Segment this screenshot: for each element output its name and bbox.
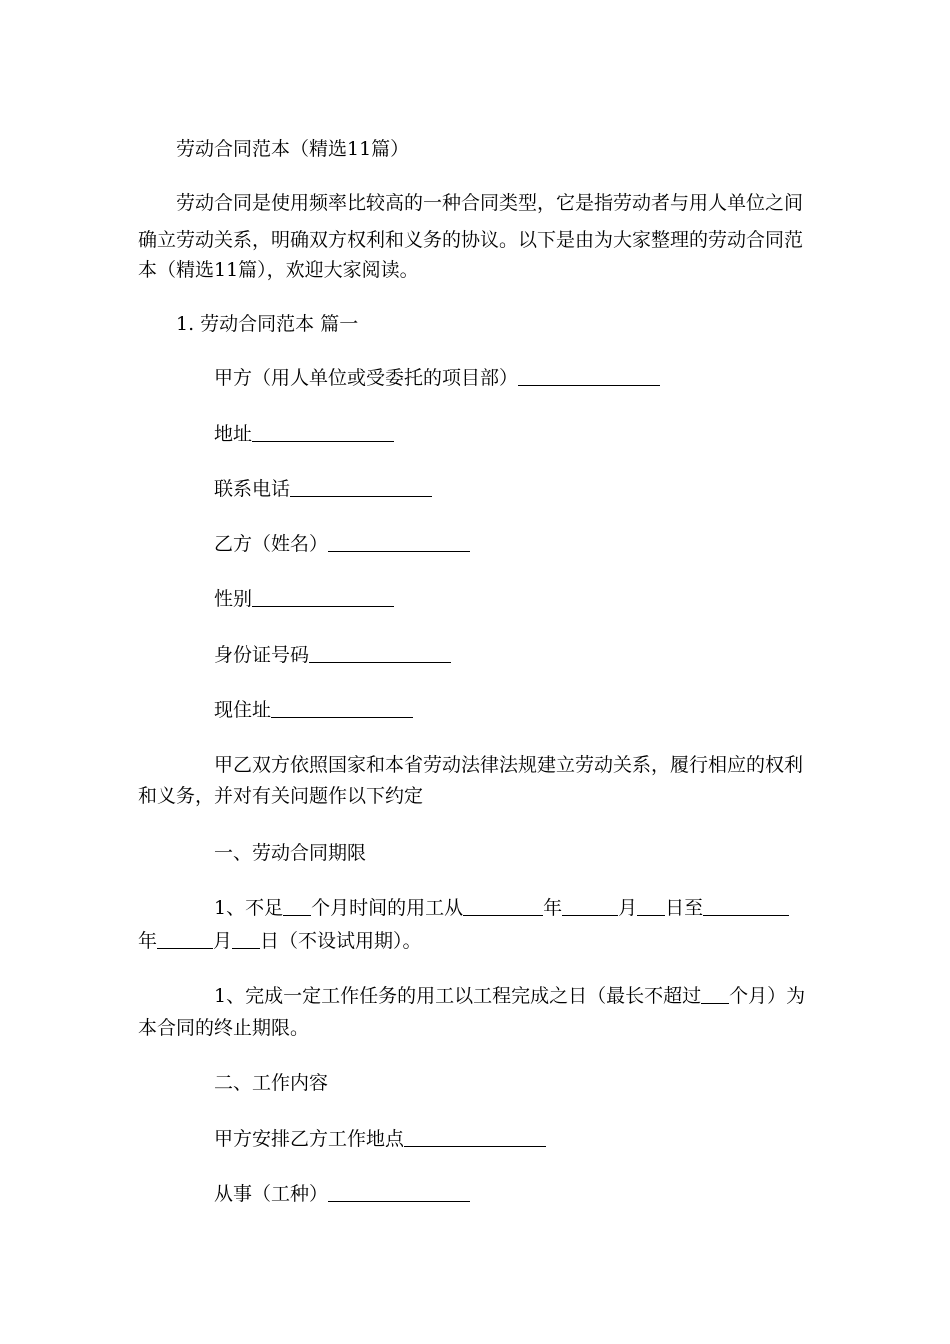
clause1-blank-months [283, 914, 311, 916]
field-current-address [214, 701, 413, 720]
field-party-b-label: 乙方（姓名） [214, 533, 329, 555]
field-party-a [214, 369, 660, 388]
intro-line-1: 劳动合同是使用频率比较高的一种合同类型，它是指劳动者与用人单位之间 [176, 192, 804, 214]
clause1-text-end-month: 月 [213, 930, 233, 952]
clause1-blank-end-month [157, 947, 213, 949]
clause1-text-end-year: 年 [138, 930, 158, 952]
field-gender-label: 性别 [214, 588, 253, 610]
field-party-b-blank [328, 550, 470, 552]
clause2-text-a: 1、完成一定工作任务的用工以工程完成之日（最长不超过 [214, 985, 702, 1007]
field-phone-label: 联系电话 [214, 478, 291, 500]
clause1-text-a: 1、不足 [214, 897, 284, 919]
field-gender-blank [252, 605, 394, 607]
clause1-line-2 [138, 932, 422, 951]
clause1-blank-end-day [232, 947, 260, 949]
field-workplace-label: 甲方安排乙方工作地点 [214, 1128, 405, 1150]
intro-line-2: 确立劳动关系，明确双方权利和义务的协议。以下是由为大家整理的劳动合同范 [138, 229, 804, 251]
field-address-blank [252, 440, 394, 442]
field-party-b [214, 535, 470, 554]
field-job-type-label: 从事（工种） [214, 1183, 329, 1205]
clause1-blank-start-year [463, 914, 543, 916]
section2-heading: 二、工作内容 [214, 1072, 329, 1094]
field-phone [214, 480, 432, 499]
field-id-number-label: 身份证号码 [214, 644, 310, 666]
clause1-blank-start-month [562, 914, 618, 916]
clause2-text-b: 个月）为 [729, 985, 806, 1007]
clause2-blank-months [701, 1002, 729, 1004]
clause1-text-end-day: 日（不设试用期）。 [260, 930, 422, 952]
field-current-address-blank [271, 716, 413, 718]
clause1-blank-end-year [703, 914, 789, 916]
clause1-text-day-to: 日至 [665, 897, 704, 919]
field-workplace-blank [404, 1145, 546, 1147]
clause2-line-1 [214, 987, 805, 1006]
field-party-a-label: 甲方（用人单位或受委托的项目部） [214, 367, 519, 389]
clause1-blank-start-day [637, 914, 665, 916]
field-phone-blank [290, 495, 432, 497]
field-job-type-blank [328, 1200, 470, 1202]
field-job-type [214, 1185, 470, 1204]
section1-heading: 一、劳动合同期限 [214, 842, 367, 864]
field-current-address-label: 现住址 [214, 699, 272, 721]
clause1-text-year: 年 [543, 897, 563, 919]
field-address-label: 地址 [214, 423, 253, 445]
field-id-number [214, 646, 451, 665]
clause1-line-1 [214, 899, 789, 918]
clause1-text-month: 月 [618, 897, 638, 919]
field-party-a-blank [518, 384, 660, 386]
intro-line-3: 本（精选11篇），欢迎大家阅读。 [138, 259, 419, 281]
agreement-line-2: 和义务，并对有关问题作以下约定 [138, 785, 424, 807]
field-id-number-blank [309, 661, 451, 663]
agreement-line-1: 甲乙双方依照国家和本省劳动法律法规建立劳动关系，履行相应的权利 [214, 754, 804, 776]
clause1-text-b: 个月时间的用工从 [311, 897, 464, 919]
clause2-line-2: 本合同的终止期限。 [138, 1017, 310, 1039]
field-address [214, 425, 394, 444]
document-title: 劳动合同范本（精选11篇） [176, 138, 410, 160]
field-gender [214, 590, 394, 609]
field-workplace [214, 1130, 546, 1149]
section-heading: 1. 劳动合同范本 篇一 [176, 313, 359, 335]
